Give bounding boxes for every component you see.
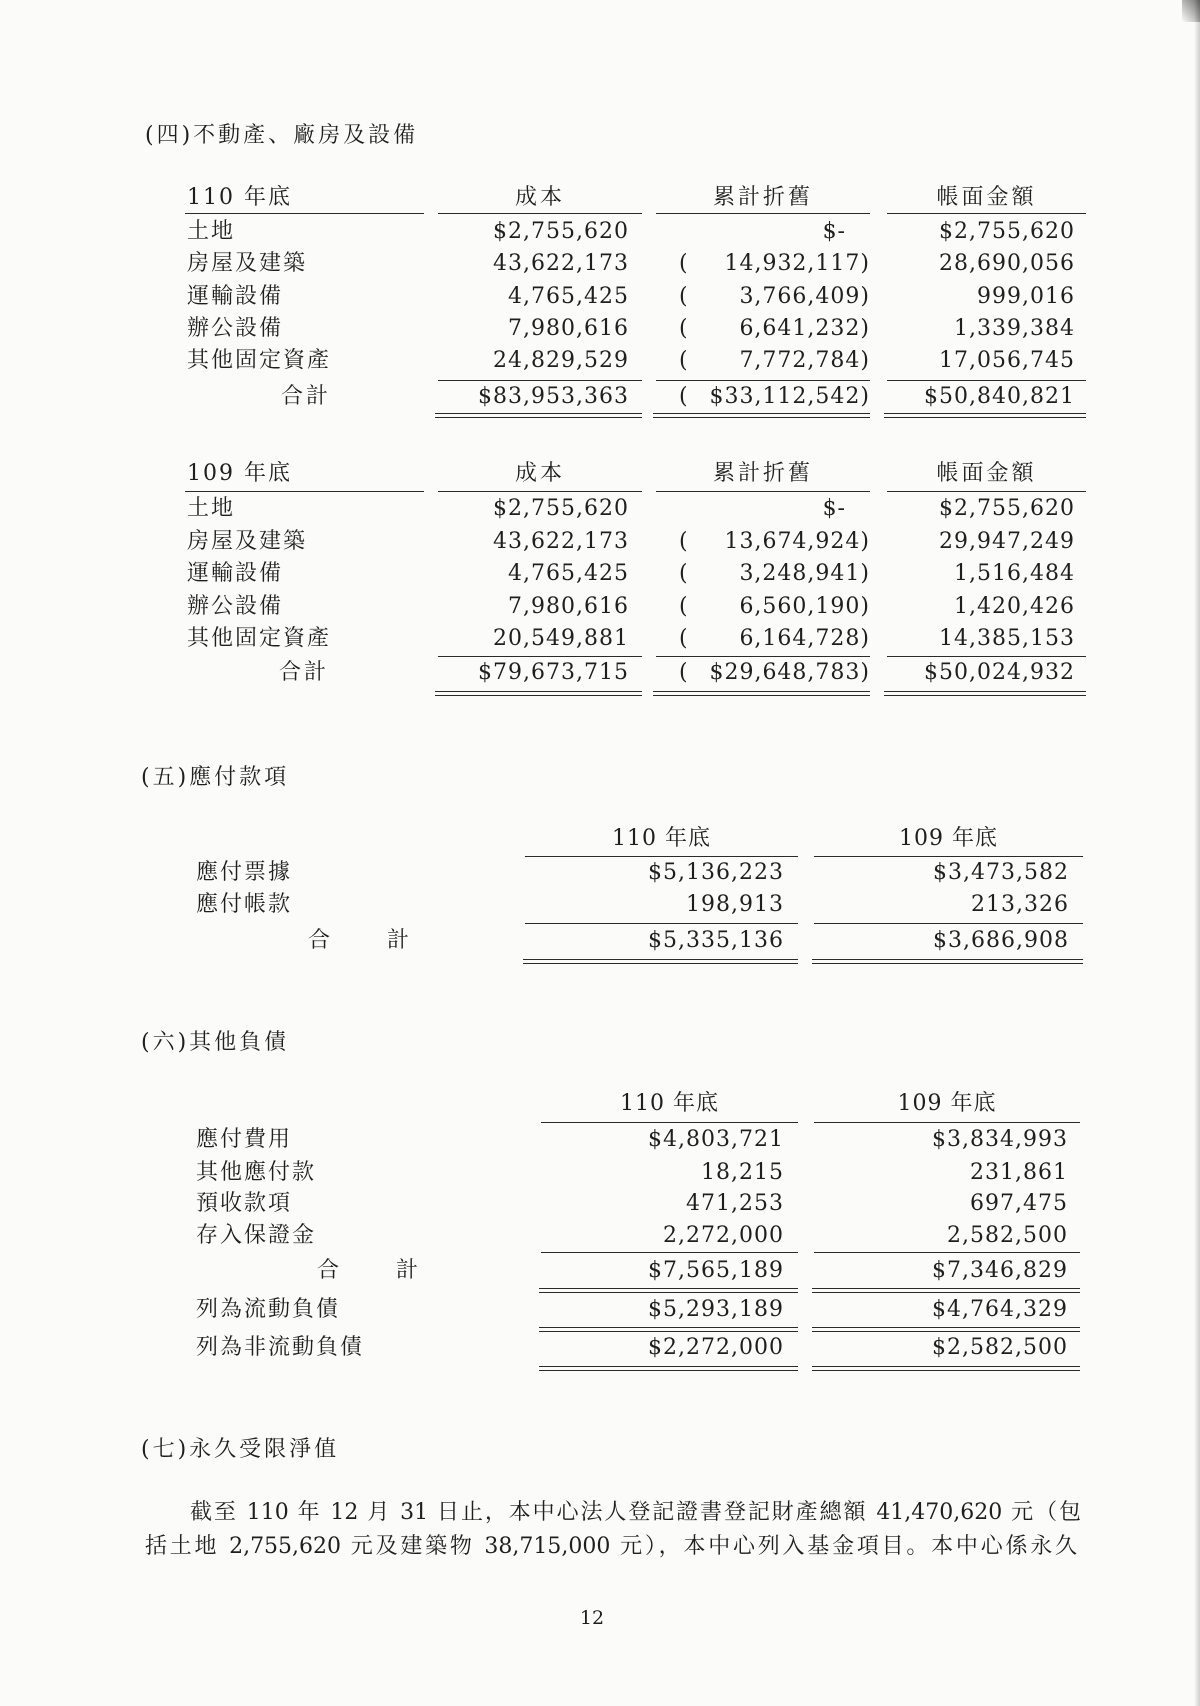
period-label: 109 年底 xyxy=(187,461,292,486)
book-value: 999,016 xyxy=(977,284,1075,309)
row-label: 辦公設備 xyxy=(187,594,284,619)
header-underline xyxy=(438,491,642,492)
total-book-value: $50,024,932 xyxy=(924,660,1075,685)
double-rule xyxy=(884,413,1086,418)
column-header-book-value: 帳面金額 xyxy=(936,185,1037,210)
value-110: $4,803,721 xyxy=(648,1127,784,1152)
subtotal-rule xyxy=(656,380,870,381)
cost-value: 24,829,529 xyxy=(493,348,629,373)
value-110: 2,272,000 xyxy=(663,1223,784,1248)
total-depreciation: $29,648,783) xyxy=(709,660,870,685)
double-rule xyxy=(812,1366,1080,1371)
double-rule xyxy=(539,1288,798,1293)
value-110: $2,272,000 xyxy=(648,1335,784,1360)
section-heading-ppe: (四)不動產、廠房及設備 xyxy=(145,123,419,148)
total-row xyxy=(0,383,1200,411)
total-109: $3,686,908 xyxy=(933,928,1069,953)
header-underline xyxy=(887,491,1086,492)
book-value: 14,385,153 xyxy=(939,626,1075,651)
cost-value: 4,765,425 xyxy=(508,284,629,309)
open-paren: ( xyxy=(679,384,688,409)
table-row xyxy=(0,859,1200,887)
row-label: 列為非流動負債 xyxy=(196,1335,365,1360)
cost-value: $2,755,620 xyxy=(493,219,629,244)
depreciation-value: 14,932,117) xyxy=(724,251,870,276)
total-label: 合 計 xyxy=(317,1258,418,1283)
double-rule xyxy=(812,959,1083,964)
subtotal-rule xyxy=(438,380,642,381)
header-underline xyxy=(525,856,798,857)
total-row xyxy=(0,1257,1200,1285)
column-header-110: 110 年底 xyxy=(620,1091,719,1116)
table-row xyxy=(0,315,1200,343)
column-header-110: 110 年底 xyxy=(612,826,711,851)
section-heading-restricted: (七)永久受限淨值 xyxy=(141,1437,340,1462)
book-value: 1,339,384 xyxy=(954,316,1075,341)
header-underline xyxy=(185,491,424,492)
table-row xyxy=(0,1126,1200,1154)
cost-value: 43,622,173 xyxy=(493,529,629,554)
total-label: 合計 xyxy=(279,660,330,685)
table-header-row xyxy=(0,1090,1200,1118)
value-110: $5,293,189 xyxy=(648,1297,784,1322)
table-row xyxy=(0,495,1200,523)
depreciation-value: $- xyxy=(822,219,846,244)
double-rule xyxy=(435,413,642,418)
row-label: 其他固定資產 xyxy=(187,348,332,373)
column-header-cost: 成本 xyxy=(514,461,565,486)
row-label: 應付票據 xyxy=(196,860,293,885)
header-underline xyxy=(814,856,1083,857)
table-row xyxy=(0,625,1200,653)
column-header-cost: 成本 xyxy=(514,185,565,210)
depreciation-value: 13,674,924) xyxy=(724,529,870,554)
table-row xyxy=(0,218,1200,246)
table-row xyxy=(0,560,1200,588)
double-rule xyxy=(539,1327,798,1332)
value-109: 2,582,500 xyxy=(947,1223,1068,1248)
row-label: 應付帳款 xyxy=(196,892,293,917)
depreciation-value: 7,772,784) xyxy=(739,348,870,373)
depreciation-value: $- xyxy=(822,496,846,521)
noncurrent-liabilities-row xyxy=(0,1334,1200,1362)
paragraph-line: 括土地 2,755,620 元及建築物 38,715,000 元），本中心列入基金項目。本中心係永久 xyxy=(145,1534,1077,1559)
book-value: $2,755,620 xyxy=(939,496,1075,521)
double-rule xyxy=(539,1366,798,1371)
column-header-109: 109 年底 xyxy=(897,1091,997,1116)
period-label: 110 年底 xyxy=(187,185,292,210)
double-rule xyxy=(812,1327,1080,1332)
open-paren: ( xyxy=(679,284,688,309)
total-row xyxy=(0,659,1200,687)
subtotal-rule xyxy=(438,656,642,657)
table-row xyxy=(0,347,1200,375)
header-underline xyxy=(814,1122,1080,1123)
paragraph-line: 截至 110 年 12 月 31 日止，本中心法人登記證書登記財產總額 41,470,620 元（包 xyxy=(190,1500,1081,1525)
header-underline xyxy=(185,213,424,214)
cost-value: 43,622,173 xyxy=(493,251,629,276)
row-label: 土地 xyxy=(187,219,236,244)
subtotal-rule xyxy=(525,923,798,924)
cost-value: 4,765,425 xyxy=(508,561,629,586)
value-110: 18,215 xyxy=(701,1160,784,1185)
section-heading-payables: (五)應付款項 xyxy=(141,765,290,790)
subtotal-rule xyxy=(656,656,870,657)
value-109: $2,582,500 xyxy=(932,1335,1068,1360)
table-row xyxy=(0,891,1200,919)
header-underline xyxy=(887,213,1086,214)
table-row xyxy=(0,1159,1200,1187)
subtotal-rule xyxy=(887,656,1086,657)
total-label: 合 計 xyxy=(308,928,409,953)
table-header-row xyxy=(0,460,1200,488)
table-row xyxy=(0,528,1200,556)
header-underline xyxy=(438,213,642,214)
table-row xyxy=(0,250,1200,278)
scan-corner-shadow xyxy=(1182,0,1200,22)
depreciation-value: 6,641,232) xyxy=(739,316,870,341)
column-header-depreciation: 累計折舊 xyxy=(712,185,813,210)
cost-value: 7,980,616 xyxy=(508,594,629,619)
double-rule xyxy=(884,691,1086,696)
row-label: 存入保證金 xyxy=(196,1223,317,1248)
row-label: 列為流動負債 xyxy=(196,1297,341,1322)
table-row xyxy=(0,1222,1200,1250)
section-heading-other-liabilities: (六)其他負債 xyxy=(141,1030,290,1055)
value-109: $3,834,993 xyxy=(932,1127,1068,1152)
row-label: 運輸設備 xyxy=(187,561,284,586)
depreciation-value: 6,164,728) xyxy=(739,626,870,651)
total-110: $5,335,136 xyxy=(648,928,784,953)
total-row xyxy=(0,927,1200,955)
book-value: 17,056,745 xyxy=(939,348,1075,373)
depreciation-value: 3,248,941) xyxy=(739,561,870,586)
total-book-value: $50,840,821 xyxy=(924,384,1075,409)
open-paren: ( xyxy=(679,561,688,586)
table-header-row xyxy=(0,825,1200,853)
subtotal-rule xyxy=(814,1252,1080,1253)
column-header-depreciation: 累計折舊 xyxy=(712,461,813,486)
row-label: 辦公設備 xyxy=(187,316,284,341)
subtotal-rule xyxy=(814,923,1083,924)
value-110: 198,913 xyxy=(686,892,784,917)
open-paren: ( xyxy=(679,316,688,341)
scan-edge-shadow xyxy=(1194,0,1200,1706)
book-value: 1,516,484 xyxy=(954,561,1075,586)
book-value: 29,947,249 xyxy=(939,529,1075,554)
header-underline xyxy=(656,491,870,492)
depreciation-value: 3,766,409) xyxy=(739,284,870,309)
value-110: 471,253 xyxy=(686,1191,784,1216)
row-label: 其他應付款 xyxy=(196,1160,317,1185)
table-row xyxy=(0,593,1200,621)
total-109: $7,346,829 xyxy=(932,1258,1068,1283)
open-paren: ( xyxy=(679,251,688,276)
cost-value: 20,549,881 xyxy=(493,626,629,651)
row-label: 運輸設備 xyxy=(187,284,284,309)
open-paren: ( xyxy=(679,660,688,685)
open-paren: ( xyxy=(679,348,688,373)
open-paren: ( xyxy=(679,594,688,619)
double-rule xyxy=(653,691,870,696)
header-underline xyxy=(541,1122,798,1123)
subtotal-rule xyxy=(887,380,1086,381)
value-109: 697,475 xyxy=(970,1191,1068,1216)
open-paren: ( xyxy=(679,529,688,554)
total-110: $7,565,189 xyxy=(648,1258,784,1283)
current-liabilities-row xyxy=(0,1296,1200,1324)
book-value: 28,690,056 xyxy=(939,251,1075,276)
row-label: 房屋及建築 xyxy=(187,529,308,554)
value-109: 231,861 xyxy=(970,1160,1068,1185)
total-label: 合計 xyxy=(281,384,332,409)
book-value: 1,420,426 xyxy=(954,594,1075,619)
row-label: 土地 xyxy=(187,496,236,521)
row-label: 其他固定資產 xyxy=(187,626,332,651)
table-row xyxy=(0,283,1200,311)
row-label: 房屋及建築 xyxy=(187,251,308,276)
total-depreciation: $33,112,542) xyxy=(709,384,870,409)
depreciation-value: 6,560,190) xyxy=(739,594,870,619)
page-number: 12 xyxy=(579,1607,605,1629)
double-rule xyxy=(523,959,798,964)
subtotal-rule xyxy=(541,1252,798,1253)
cost-value: 7,980,616 xyxy=(508,316,629,341)
table-row xyxy=(0,1190,1200,1218)
total-cost: $83,953,363 xyxy=(478,384,629,409)
value-109: 213,326 xyxy=(971,892,1069,917)
book-value: $2,755,620 xyxy=(939,219,1075,244)
row-label: 應付費用 xyxy=(196,1127,293,1152)
header-underline xyxy=(656,213,870,214)
table-header-row xyxy=(0,184,1200,212)
column-header-book-value: 帳面金額 xyxy=(936,461,1037,486)
column-header-109: 109 年底 xyxy=(899,826,998,851)
value-109: $4,764,329 xyxy=(932,1297,1068,1322)
total-cost: $79,673,715 xyxy=(478,660,629,685)
value-109: $3,473,582 xyxy=(933,860,1069,885)
open-paren: ( xyxy=(679,626,688,651)
row-label: 預收款項 xyxy=(196,1191,293,1216)
double-rule xyxy=(812,1288,1080,1293)
double-rule xyxy=(653,413,870,418)
cost-value: $2,755,620 xyxy=(493,496,629,521)
double-rule xyxy=(435,691,642,696)
value-110: $5,136,223 xyxy=(648,860,784,885)
